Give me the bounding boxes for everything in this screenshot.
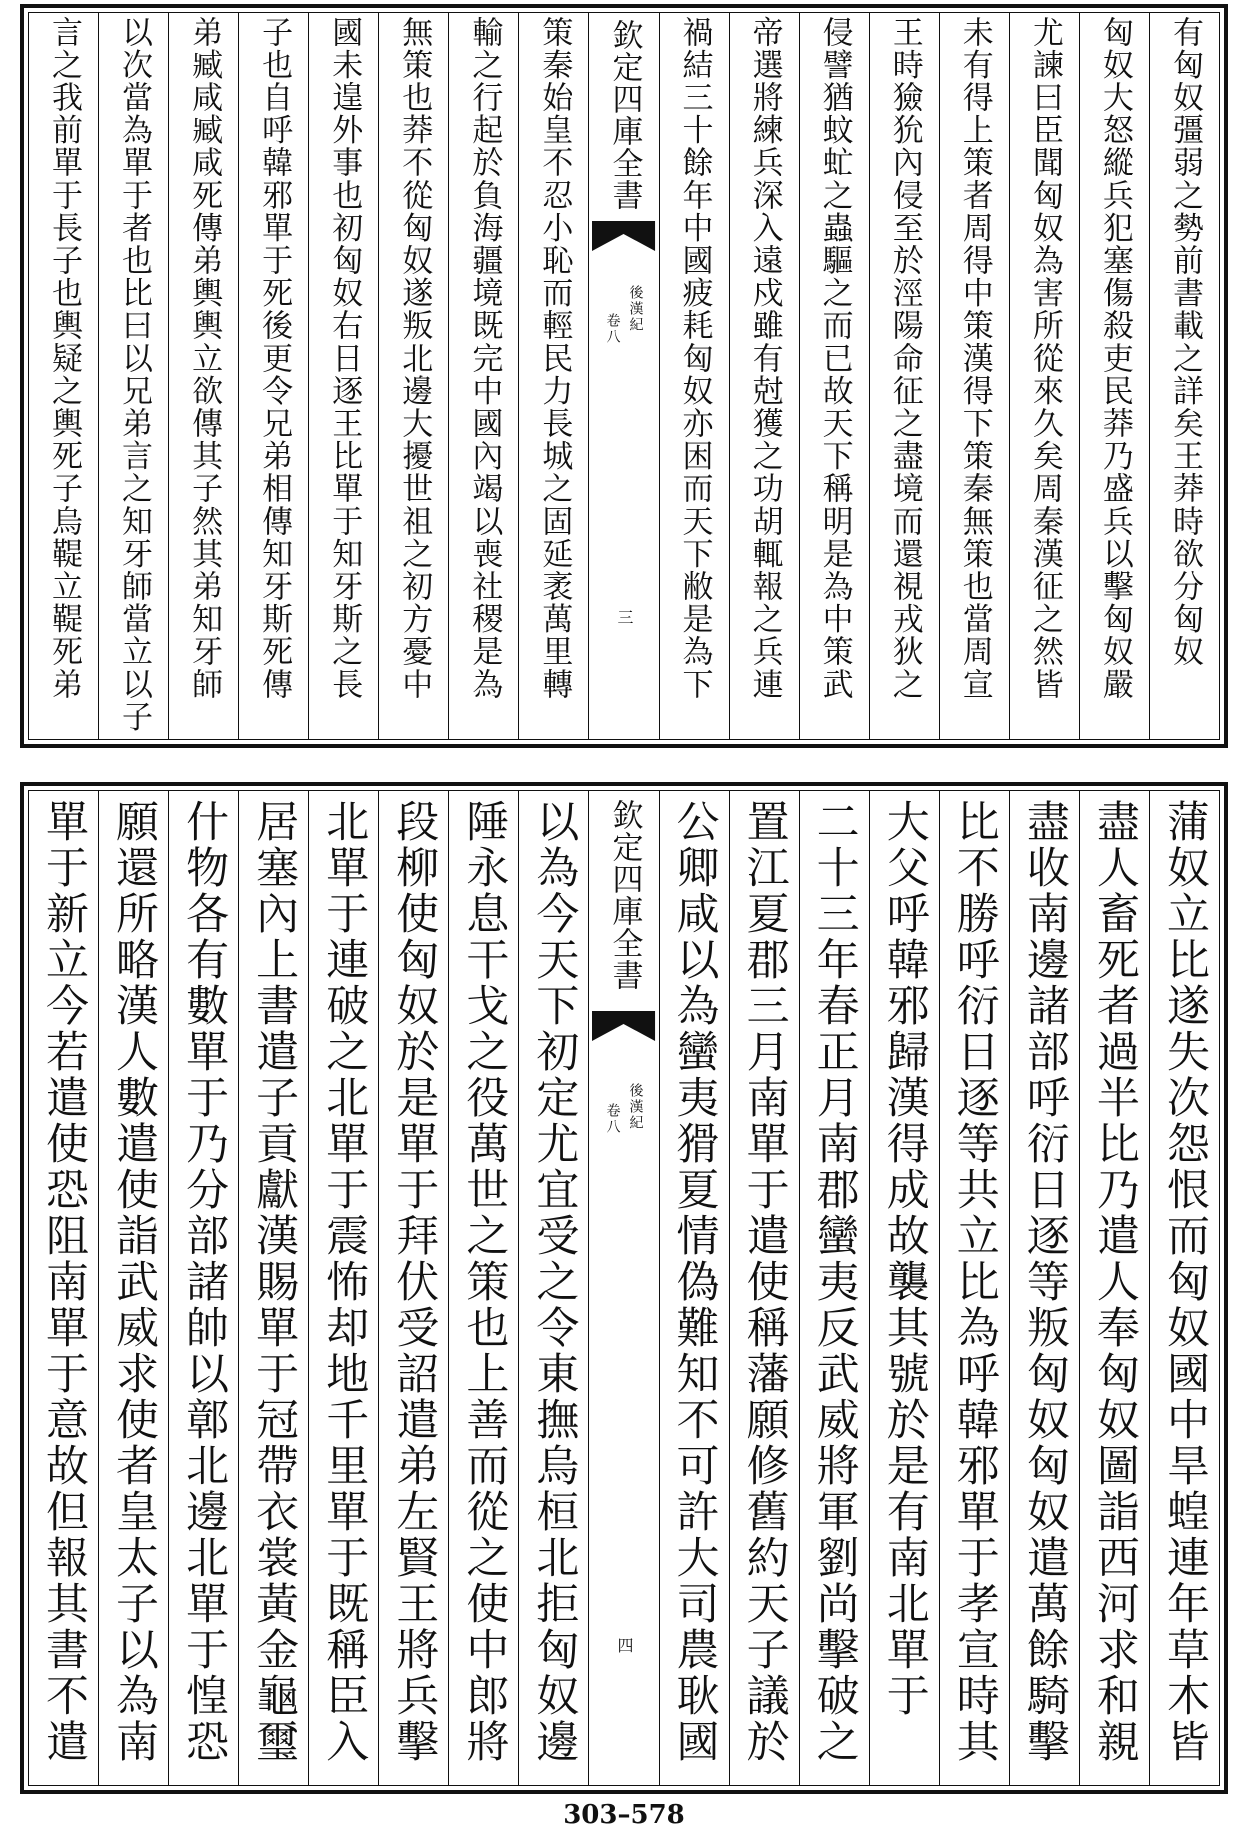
column-text: 什物各有數單于乃分部諸帥以鄣北邊北單于惶恐	[179, 799, 230, 1765]
page-frame-lower	[20, 782, 1228, 1794]
fishtail-ornament	[592, 1011, 655, 1041]
column-text: 尤諫曰臣聞匈奴為害所從來久矣周秦漢征之然皆	[1026, 16, 1063, 701]
text-column	[939, 13, 1009, 739]
text-column	[308, 791, 378, 1785]
page-banner	[588, 791, 658, 1785]
text-column	[448, 791, 518, 1785]
text-column	[168, 13, 238, 739]
text-column	[518, 13, 588, 739]
text-column	[378, 13, 448, 739]
column-text: 單于新立今若遣使恐阻南單于意故但報其書不遣	[38, 799, 89, 1765]
text-column	[1009, 13, 1079, 739]
banner-book-title: 後漢紀	[627, 285, 644, 333]
column-grid	[28, 12, 1220, 740]
column-text: 國未遑外事也初匈奴右日逐王比單于知牙斯之長	[326, 16, 363, 701]
column-text: 匈奴大怒縱兵犯塞傷殺吏民莽乃盛兵以擊匈奴嚴	[1096, 16, 1133, 701]
text-column	[29, 13, 98, 739]
text-column	[1079, 13, 1149, 739]
page-number: 303–578	[563, 1800, 685, 1830]
column-text: 段柳使匈奴於是單于拜伏受詔遣弟左賢王將兵擊	[389, 799, 440, 1765]
text-column	[98, 13, 168, 739]
column-text: 策秦始皇不忍小恥而輕民力長城之固延袤萬里轉	[536, 16, 573, 701]
text-column	[939, 791, 1009, 1785]
column-text: 盡收南邊諸部呼衍日逐等叛匈奴匈奴遣萬餘騎擊	[1019, 799, 1070, 1765]
text-column	[29, 791, 98, 1785]
text-column	[308, 13, 378, 739]
text-column	[1079, 791, 1149, 1785]
column-text: 願還所略漢人數遣使詣武威求使者皇太子以為南	[109, 799, 160, 1765]
page-banner	[588, 13, 658, 739]
column-text: 以次當為單于者也比曰以兄弟言之知牙師當立以子	[116, 16, 153, 734]
column-text: 輸之行起於負海疆境既完中國內竭以喪社稷是為	[466, 16, 503, 701]
column-text: 侵譬猶蚊虻之蟲驅之而已故天下稱明是為中策武	[816, 16, 853, 701]
banner-title: 欽定四庫全書	[606, 19, 643, 211]
text-column	[799, 791, 869, 1785]
text-column	[799, 13, 869, 739]
text-column	[1149, 13, 1219, 739]
column-text: 未有得上策者周得中策漢得下策秦無策也當周宣	[956, 16, 993, 701]
column-text: 帝選將練兵深入遠戍雖有尅獲之功胡輒報之兵連	[746, 16, 783, 701]
column-grid	[28, 790, 1220, 1786]
text-column	[168, 791, 238, 1785]
column-text: 北單于連破之北單于震怖却地千里單于既稱臣入	[319, 799, 370, 1765]
text-column	[378, 791, 448, 1785]
banner-title: 欽定四庫全書	[606, 799, 643, 991]
column-text: 盡人畜死者過半比乃遣人奉匈奴圖詣西河求和親	[1089, 799, 1140, 1765]
text-column	[238, 791, 308, 1785]
column-text: 以為今天下初定尤宜受之令東撫烏桓北拒匈奴邊	[529, 799, 580, 1765]
text-column	[1009, 791, 1079, 1785]
text-column	[729, 13, 799, 739]
column-text: 置江夏郡三月南單于遣使稱藩願修舊約天子議於	[739, 799, 790, 1765]
text-column	[869, 13, 939, 739]
leaf-number: 三	[614, 609, 634, 625]
column-text: 比不勝呼衍日逐等共立比為呼韓邪單于孝宣時其	[949, 799, 1000, 1765]
column-text: 居塞內上書遣子貢獻漢賜單于冠帶衣裳黃金龜璽	[249, 799, 300, 1765]
text-column	[729, 791, 799, 1785]
column-text: 無策也莽不從匈奴遂叛北邊大擾世祖之初方憂中	[396, 16, 433, 701]
column-text: 公卿咸以為蠻夷猾夏情偽難知不可許大司農耿國	[669, 799, 720, 1765]
column-text: 禍結三十餘年中國疲耗匈奴亦困而天下敝是為下	[676, 16, 713, 701]
column-text: 蒲奴立比遂失次怨恨而匈奴國中旱蝗連年草木皆	[1159, 799, 1210, 1765]
leaf-number: 四	[614, 1637, 634, 1653]
page-frame-upper	[20, 4, 1228, 748]
column-text: 子也自呼韓邪單于死後更令兄弟相傳知牙斯死傳	[256, 16, 293, 701]
text-column	[659, 13, 729, 739]
column-text: 言之我前單于長子也輿疑之輿死子烏鞮立鞮死弟	[45, 16, 82, 701]
text-column	[869, 791, 939, 1785]
column-text: 王時獫狁內侵至於涇陽命征之盡境而還視戎狄之	[886, 16, 923, 701]
column-text: 二十三年春正月南郡蠻夷反武威將軍劉尚擊破之	[809, 799, 860, 1765]
column-text: 陲永息干戈之役萬世之策也上善而從之使中郎將	[459, 799, 510, 1765]
column-text: 弟臧咸臧咸死傳弟輿輿立欲傳其子然其弟知牙師	[186, 16, 223, 701]
banner-volume: 卷八	[604, 313, 621, 345]
column-text: 有匈奴彊弱之勢前書載之詳矣王莽時欲分匈奴	[1166, 16, 1203, 668]
text-column	[1149, 791, 1219, 1785]
text-column	[448, 13, 518, 739]
banner-volume: 卷八	[604, 1103, 621, 1135]
banner-book-title: 後漢紀	[627, 1083, 644, 1131]
text-column	[98, 791, 168, 1785]
fishtail-ornament	[592, 221, 655, 251]
text-column	[518, 791, 588, 1785]
column-text: 大父呼韓邪歸漢得成故襲其號於是有南北單于	[879, 799, 930, 1719]
text-column	[238, 13, 308, 739]
text-column	[659, 791, 729, 1785]
